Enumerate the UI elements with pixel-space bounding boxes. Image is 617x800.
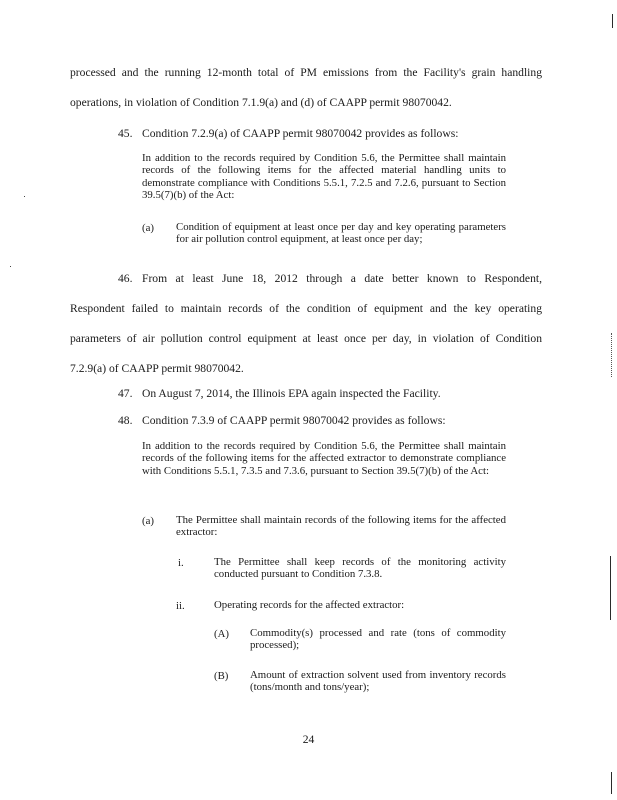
list-item-text: Operating records for the affected extractor: — [214, 599, 405, 611]
list-item-text: Condition of equipment at least once per day and key operating parameters for air pollution control equipment, at least once per day; — [176, 221, 506, 246]
paragraph-text: Respondent failed to maintain records of the condition of equipment and the key operating — [70, 302, 542, 315]
list-item-text: Commodity(s) processed and rate (tons of commodity processed); — [250, 627, 506, 652]
scan-speck — [10, 266, 11, 267]
list-label: ii. — [176, 600, 185, 612]
paragraph-text: From at least June 18, 2012 through a date better known to Respondent, — [142, 272, 542, 285]
list-item-text: The Permittee shall keep records of the monitoring activity conducted pursuant to Condition 7.3.8. — [214, 556, 506, 581]
page-number: 24 — [302, 733, 315, 746]
block-quote: In addition to the records required by Condition 5.6, the Permittee shall maintain records of the following items for the affected material handling units to demonstrate compliance with Conditions 5.5.1, 7.2.5 and 7.2.6, pursuant to Section 39.5(7)(b) of the Act: — [142, 152, 506, 202]
scan-mark — [611, 333, 613, 377]
paragraph-number: 47. — [118, 387, 133, 400]
list-label: i. — [178, 557, 184, 569]
paragraph-text: On August 7, 2014, the Illinois EPA again inspected the Facility. — [142, 387, 441, 400]
paragraph-text: Condition 7.2.9(a) of CAAPP permit 98070042 provides as follows: — [142, 127, 459, 140]
list-label: (a) — [142, 222, 154, 234]
paragraph-text: 7.2.9(a) of CAAPP permit 98070042. — [70, 362, 244, 375]
list-label: (A) — [214, 628, 229, 640]
list-item-text: The Permittee shall maintain records of the following items for the affected extractor: — [176, 514, 506, 539]
body-line: processed and the running 12-month total of PM emissions from the Facility's grain handling — [70, 66, 542, 79]
list-label: (a) — [142, 515, 154, 527]
block-quote: In addition to the records required by Condition 5.6, the Permittee shall maintain records of the following items for the affected extractor to demonstrate compliance with Conditions 5.5.1, 7.3.5 and 7.3.6, pursuant to Section 39.5(7)(b) of the Act: — [142, 440, 506, 477]
body-line: operations, in violation of Condition 7.1.9(a) and (d) of CAAPP permit 98070042. — [70, 96, 452, 109]
scan-mark — [610, 556, 611, 620]
list-label: (B) — [214, 670, 229, 682]
paragraph-text: parameters of air pollution control equipment at least once per day, in violation of Condition — [70, 332, 542, 345]
paragraph-number: 48. — [118, 414, 133, 427]
scan-speck — [24, 196, 25, 197]
paragraph-text: Condition 7.3.9 of CAAPP permit 98070042 provides as follows: — [142, 414, 446, 427]
scan-mark — [611, 772, 612, 794]
paragraph-number: 46. — [118, 272, 133, 285]
paragraph-number: 45. — [118, 127, 133, 140]
scan-mark — [612, 14, 613, 28]
list-item-text: Amount of extraction solvent used from inventory records (tons/month and tons/year); — [250, 669, 506, 694]
